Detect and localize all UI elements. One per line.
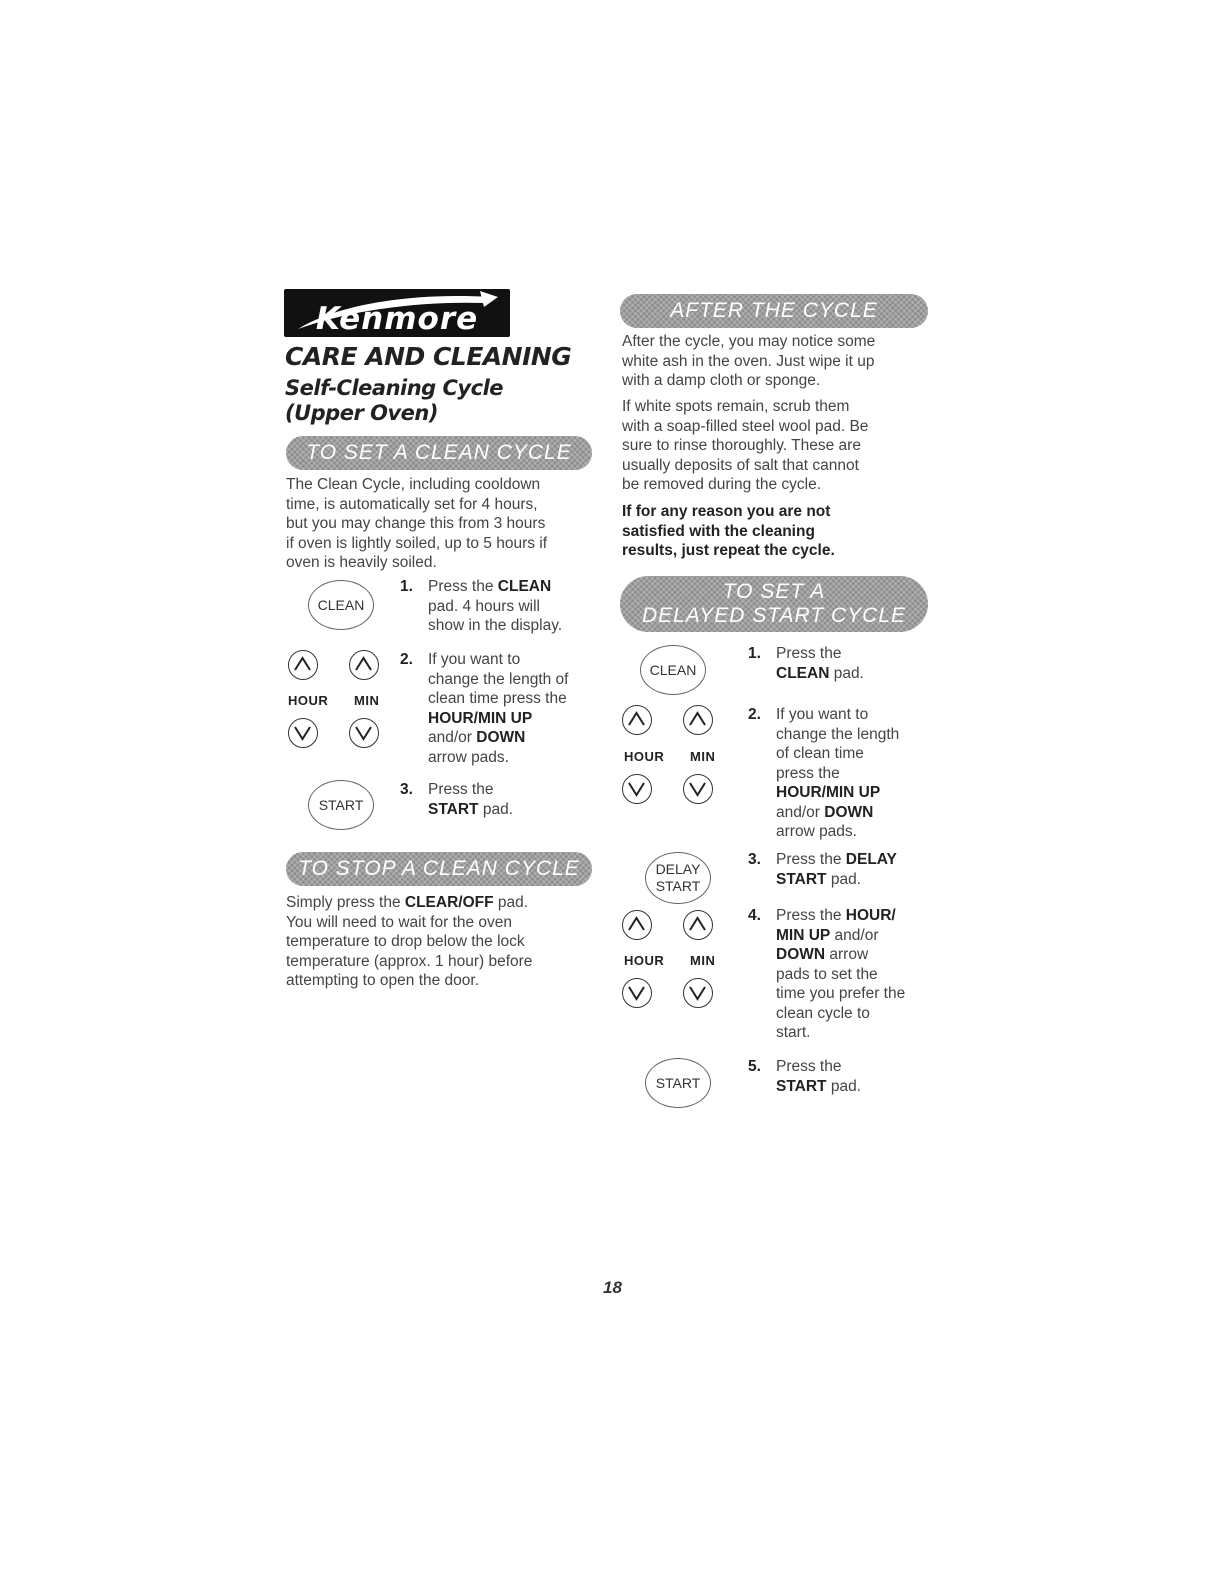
after-cycle-p1: After the cycle, you may notice some white ash in the oven. Just wipe it up with a damp cloth or sponge. xyxy=(622,333,876,389)
page-number: 18 xyxy=(603,1278,622,1297)
banner-set-clean: TO SET A CLEAN CYCLE xyxy=(286,436,592,470)
set-clean-step-3: 3. Press the START pad. xyxy=(400,781,513,818)
delayed-start-pad[interactable]: START xyxy=(645,1058,711,1108)
logo-text: Kenmore xyxy=(315,301,479,337)
page-title: CARE AND CLEANING xyxy=(285,342,572,371)
delay-start-pad[interactable]: DELAY START xyxy=(645,852,711,904)
delayed-step-4: 4. Press the HOUR/ MIN UP and/or DOWN arrow pads to set the time you prefer the clean cycle to start. xyxy=(748,907,906,1041)
delayed-min-up-arrow-icon[interactable] xyxy=(683,705,713,735)
delayed2-min-up-arrow-icon[interactable] xyxy=(683,910,713,940)
clean-pad[interactable]: CLEAN xyxy=(308,580,374,630)
delayed-hour-label: HOUR xyxy=(624,749,665,764)
banner-delayed-start: TO SET A DELAYED START CYCLE xyxy=(620,576,928,632)
delayed-clean-pad[interactable]: CLEAN xyxy=(640,645,706,695)
set-clean-step-2: 2. If you want to change the length of clean time press the HOUR/MIN UP and/or DOWN arrow pads. xyxy=(400,651,569,766)
delayed-hour-down-arrow-icon[interactable] xyxy=(622,774,652,804)
delayed-min-label: MIN xyxy=(690,749,716,764)
banner-after-cycle: AFTER THE CYCLE xyxy=(620,294,928,328)
delayed-min-down-arrow-icon[interactable] xyxy=(683,774,713,804)
min-label: MIN xyxy=(354,693,380,708)
delayed-step-5: 5. Press the START pad. xyxy=(748,1058,861,1095)
start-pad[interactable]: START xyxy=(308,780,374,830)
delayed-step-1: 1. Press the CLEAN pad. xyxy=(748,645,864,682)
delayed2-hour-down-arrow-icon[interactable] xyxy=(622,978,652,1008)
hour-label: HOUR xyxy=(288,693,329,708)
after-cycle-p2: If white spots remain, scrub them with a soap-filled steel wool pad. Be sure to rinse thoroughly. These are usually deposits of salt that cannot be removed during the cycle. xyxy=(622,398,869,493)
min-down-arrow-icon[interactable] xyxy=(349,718,379,748)
after-cycle-note: If for any reason you are not satisfied with the cleaning results, just repeat the cycle. xyxy=(622,503,835,559)
stop-clean-text: Simply press the CLEAR/OFF pad. You will need to wait for the oven temperature to drop below the lock temperature (approx. 1 hour) before attempting to open the door. xyxy=(286,894,533,989)
delayed-step-3: 3. Press the DELAY START pad. xyxy=(748,851,897,888)
set-clean-intro: The Clean Cycle, including cooldown time, is automatically set for 4 hours, but you may change this from 3 hours if oven is lightly soiled, up to 5 hours if oven is heavily soiled. xyxy=(286,476,548,571)
section-subtitle-2: (Upper Oven) xyxy=(285,401,438,425)
section-subtitle: Self-Cleaning Cycle xyxy=(285,376,504,400)
hour-up-arrow-icon[interactable] xyxy=(288,650,318,680)
hour-down-arrow-icon[interactable] xyxy=(288,718,318,748)
delayed2-min-label: MIN xyxy=(690,953,716,968)
delayed2-hour-label: HOUR xyxy=(624,953,665,968)
delayed2-hour-up-arrow-icon[interactable] xyxy=(622,910,652,940)
set-clean-step-1: 1. Press the CLEAN pad. 4 hours will show in the display. xyxy=(400,578,563,634)
banner-stop-clean: TO STOP A CLEAN CYCLE xyxy=(286,852,592,886)
kenmore-logo xyxy=(284,289,510,337)
delayed-hour-up-arrow-icon[interactable] xyxy=(622,705,652,735)
min-up-arrow-icon[interactable] xyxy=(349,650,379,680)
delayed-step-2: 2. If you want to change the length of clean time press the HOUR/MIN UP and/or DOWN arrow pads. xyxy=(748,706,900,840)
delayed2-min-down-arrow-icon[interactable] xyxy=(683,978,713,1008)
